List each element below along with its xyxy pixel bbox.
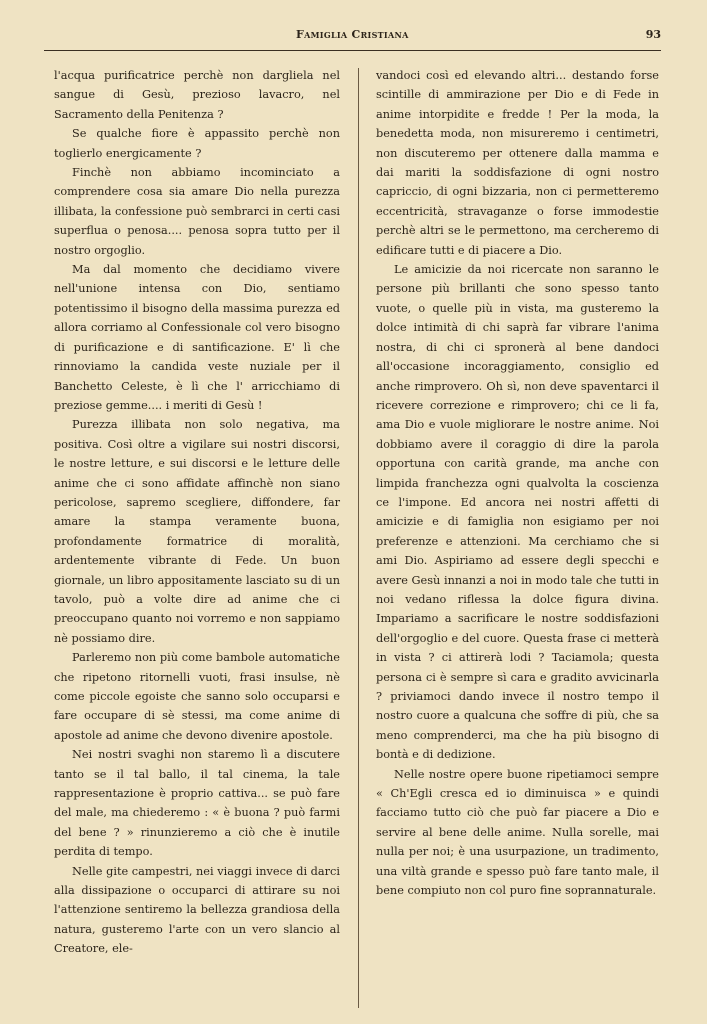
right-column xyxy=(376,66,659,900)
paragraph: Le amicizie da noi ricercate non saranno le persone più brillanti che sono spesso tanto vuote, o quelle più in vista, ma gusteremo la dolce intimità di chi saprà far vibrare l'anima nostra, di chi ci spronerà al bene dandoci all'occasione incoraggiamento, consiglio ed anche rimprovero. Oh sì, non deve spaventarci il ricevere correzione e rimprovero; chi ce li fa, ama Dio e vuole migliorare le nostre anime. Noi dobbiamo avere il coraggio di dire la parola opportuna con carità grande, ma anche con limpida franchezza ogni qualvolta la coscienza ce l'impone. Ed ancora nei nostri affetti di amicizie e di famiglia non esigiamo per noi preferenze e attenzioni. Ma cerchiamo che si ami Dio. Aspiriamo ad essere degli specchi e avere Gesù innanzi a noi in modo tale che tutti in noi vedano riflessa la dolce figura divina. Impariamo a sacrificare le nostre soddisfazioni dell'orgoglio e del cuore. Questa frase ci metterà in vista ? ci attirerà lodi ? Taciamola; questa persona ci è sempre sì cara e gradito avvicinarla ? priviamoci dando invece il nostro tempo il nostro cuore a qualcuna che soffre di più, che sa meno comprenderci, ma che ha più bisogno di bontà e di dedizione. xyxy=(376,263,659,762)
paragraph: Nelle nostre opere buone ripetiamoci sempre « Ch'Egli cresca ed io diminuisca » e quindi facciamo tutto ciò che può far piacere a Dio e servire al bene delle anime. Nulla sorelle, mai nulla per noi; è una usurpazione, un tradimento, una viltà grande e spesso può fare tanto male, il bene compiuto non col puro fine soprannaturale. xyxy=(376,767,659,898)
paragraph: Nei nostri svaghi non staremo lì a discutere tanto se il tal ballo, il tal cinema, la tale rappresentazione è proprio cattiva... se può fare del male, ma chiederemo : « è buona ? può farmi del bene ? » rinunzieremo a ciò che è inutile perdita di tempo. xyxy=(54,748,340,859)
header-rule xyxy=(44,50,661,51)
page-header xyxy=(40,28,661,46)
paragraph: Se qualche fiore è appassito perchè non toglierlo energicamente ? xyxy=(54,127,340,160)
paragraph: Finchè non abbiamo incominciato a comprendere cosa sia amare Dio nella purezza illibata, la confessione può sembrarci in certi casi superflua o penosa.... penosa sopra tutto per il nostro orgoglio. xyxy=(54,166,340,257)
paragraph: Ma dal momento che decidiamo vivere nell'unione intensa con Dio, sentiamo potentissimo il bisogno della massima purezza ed allora corriamo al Confessionale col vero bisogno di purificazione e di santificazione. E' lì che rinnoviamo la candida veste nuziale per il Banchetto Celeste, è lì che l' arricchiamo di preziose gemme.... i meriti di Gesù ! xyxy=(54,263,340,412)
paragraph: vandoci così ed elevando altri... destando forse scintille di ammirazione per Dio e di Fede in anime intorpidite e fredde ! Per la moda, la benedetta moda, non misureremo i centimetri, non discuteremo per ottenere dalla mamma e dai mariti la soddisfazione di ogni nostro capriccio, di ogni bizzaria, non ci permetteremo eccentricità, stravaganze o forse immodestie perchè altri se le permettono, ma cercheremo di edificare tutti e di piacere a Dio. xyxy=(376,69,659,257)
paragraph: Nelle gite campestri, nei viaggi invece di darci alla dissipazione o occuparci di attirare su noi l'attenzione sentiremo la bellezza grandiosa della natura, gusteremo l'arte con un vero slancio al Creatore, ele- xyxy=(54,864,340,956)
paragraph: Purezza illibata non solo negativa, ma positiva. Così oltre a vigilare sui nostri discorsi, le nostre letture, e sui discorsi e le letture delle anime che ci sono affidate affinchè non siano pericolose, sapremo scegliere, diffondere, far amare la stampa veramente buona, profondamente formatrice di moralità, ardentemente vibrante di Fede. Un buon giornale, un libro appositamente lasciato su di un tavolo, può a volte dire ad anime che ci preoccupano quanto noi vorremo e non sappiamo nè possiamo dire. xyxy=(54,418,340,645)
left-column xyxy=(54,66,340,959)
journal-title: Famiglia Cristiana xyxy=(296,28,409,41)
paragraph: l'acqua purificatrice perchè non dargliela nel sangue di Gesù, prezioso lavacro, nel Sacramento della Penitenza ? xyxy=(54,69,340,121)
paragraph: Parleremo non più come bambole automatiche che ripetono ritornelli vuoti, frasi insulse, nè come piccole egoiste che sanno solo occuparsi e fare occupare di sè stessi, ma come anime di apostole ad anime che devono divenire apostole. xyxy=(54,651,340,742)
page-number: 93 xyxy=(645,28,661,41)
column-divider xyxy=(358,68,359,1008)
